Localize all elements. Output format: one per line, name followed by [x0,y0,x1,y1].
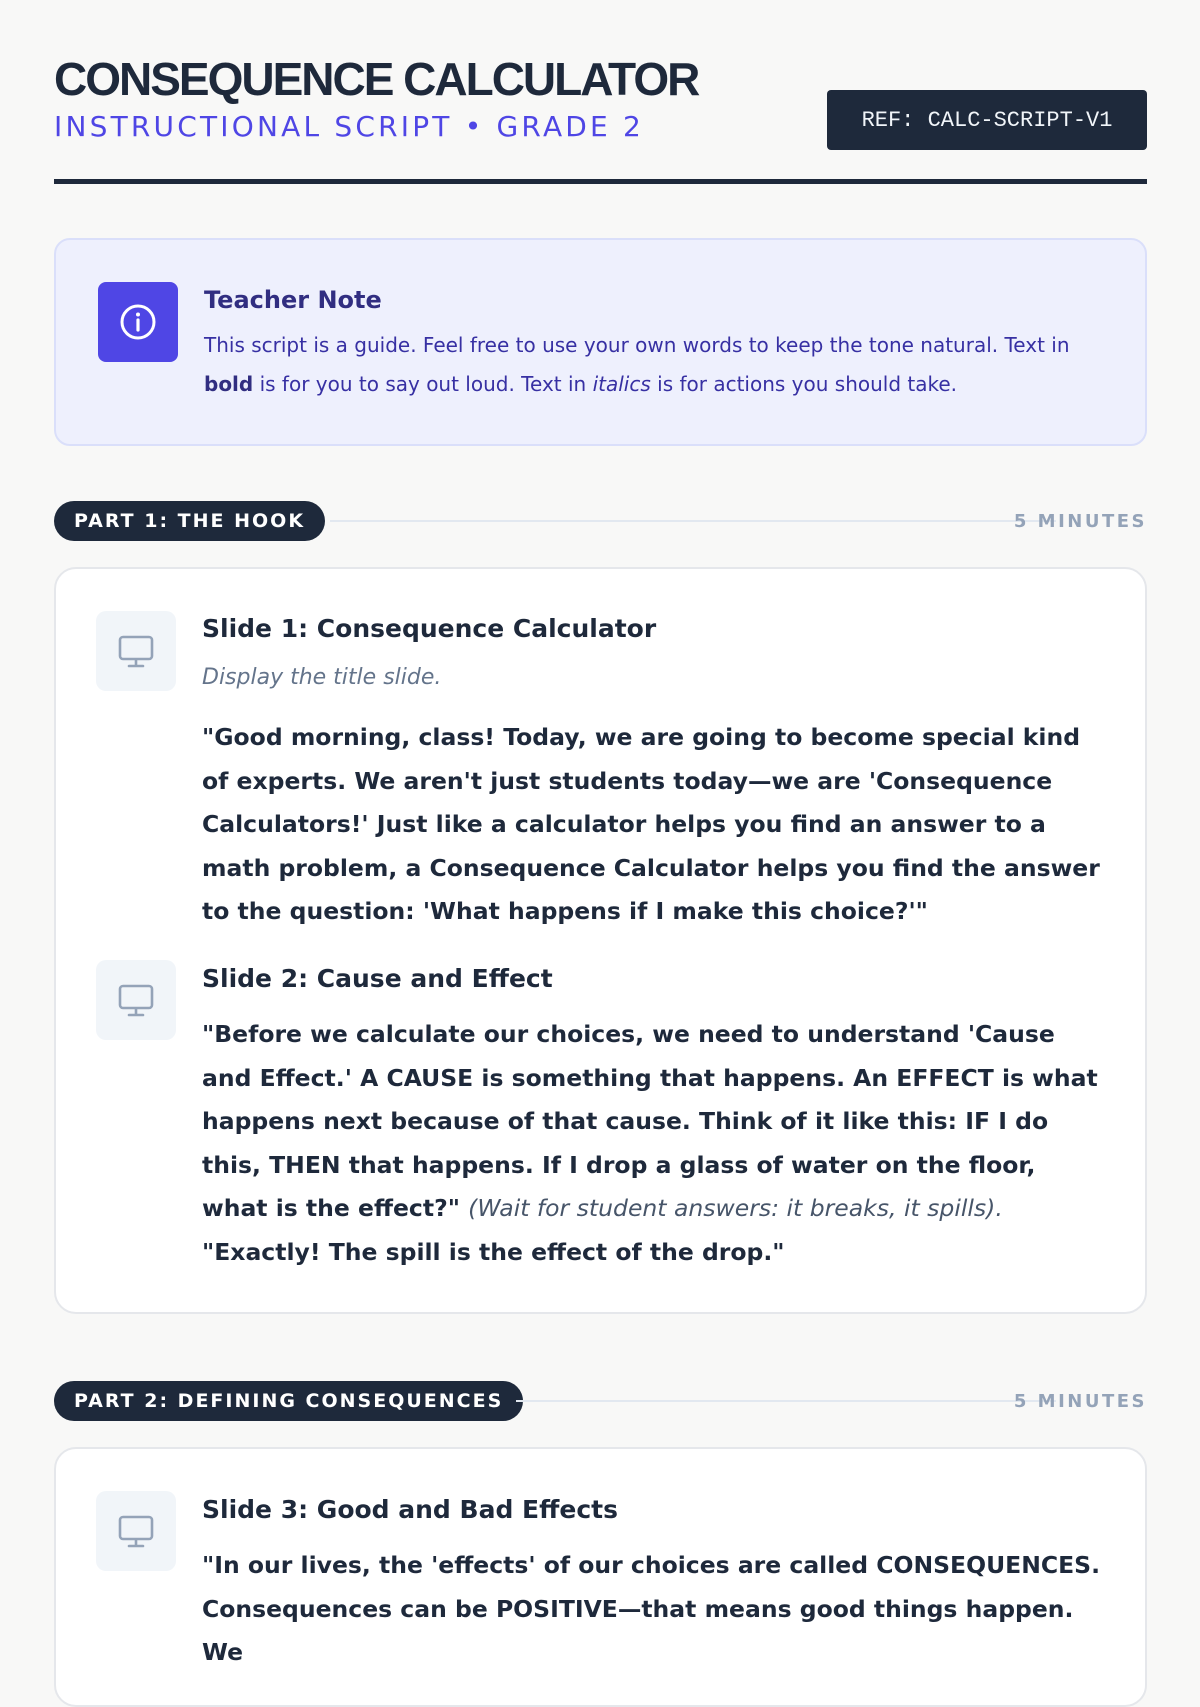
section-label: PART 1: THE HOOK [54,501,325,541]
page-subtitle: INSTRUCTIONAL SCRIPT • GRADE 2 [54,110,645,143]
section-header-part-2 [54,1381,1147,1421]
script-speech: "Before we calculate our choices, we need to understand 'Cause and Effect.' A CAUSE is something that happens. An EFFECT is what happens next because of that cause. Think of it like this: IF I do this, THEN that happens. If I drop a glass of water on the floor, what is the effect?" [202,1020,1098,1222]
monitor-icon [96,611,176,691]
note-italic-word: italics [592,372,651,396]
monitor-icon [96,960,176,1040]
section-duration: 5 MINUTES [1013,510,1147,532]
note-text: is for actions you should take. [650,372,958,396]
note-bold-word: bold [204,372,254,396]
teacher-note-body [204,326,1104,404]
slide-direction: Display the title slide. [202,665,442,690]
note-text: is for you to say out loud. Text in [253,372,593,396]
slide-script: "Good morning, class! Today, we are going to become special kind of experts. We aren't just students today—we are 'Consequence Calculators!' Just like a calculator helps you find an answer to a math problem, a Consequence Calculator helps you find the answer to the question: 'What happens if I make this choice?'" [202,723,1100,925]
note-text: This script is a guide. Feel free to use your own words to keep the tone natural. Text in [204,333,1070,357]
script-action: (Wait for student answers: it breaks, it spills). [468,1194,1003,1222]
section-divider [516,1400,1056,1402]
section-card-part-1 [54,567,1147,1314]
page-header [54,0,1147,184]
slide-title: Slide 3: Good and Bad Effects [202,1495,618,1524]
teacher-note [54,238,1147,446]
script-speech: "Exactly! The spill is the effect of the drop." [202,1237,785,1266]
slide-script: "In our lives, the 'effects' of our choices are called CONSEQUENCES. Consequences can be POSITIVE—that means good things happen. We [202,1551,1101,1666]
section-duration: 5 MINUTES [1013,1390,1147,1412]
slide-title: Slide 2: Cause and Effect [202,964,553,993]
slide-script [202,1013,1107,1274]
section-label: PART 2: DEFINING CONSEQUENCES [54,1381,523,1421]
section-card-part-2 [54,1447,1147,1707]
section-divider [330,520,1056,522]
section-header-part-1 [54,501,1147,541]
monitor-icon [96,1491,176,1571]
info-icon [98,282,178,362]
teacher-note-title: Teacher Note [204,286,382,314]
reference-badge: REF: CALC-SCRIPT-V1 [827,90,1147,150]
slide-title: Slide 1: Consequence Calculator [202,614,657,643]
script-document [54,0,1147,1666]
page-title: CONSEQUENCE CALCULATOR [54,53,699,105]
